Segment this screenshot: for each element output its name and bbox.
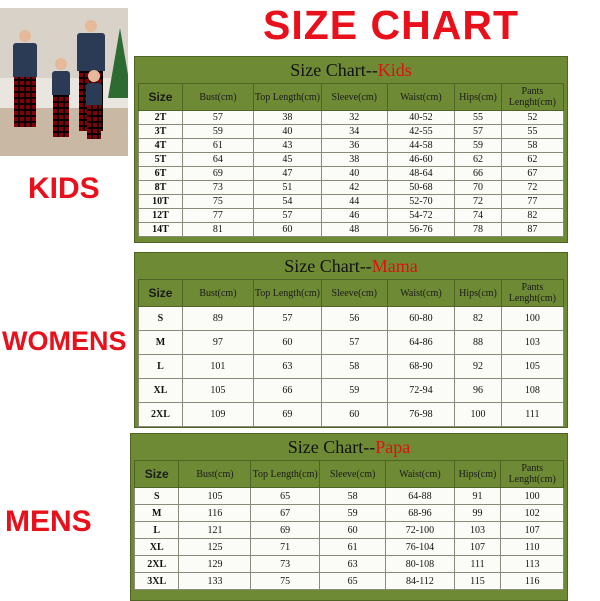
kids-table-title: Size Chart--Kids	[290, 60, 412, 80]
mama-col-header: Bust(cm)	[182, 280, 253, 307]
kids-value-cell: 38	[321, 153, 387, 167]
table-row	[135, 522, 564, 539]
kids-value-cell: 62	[501, 153, 563, 167]
mama-value-cell: 63	[253, 355, 321, 379]
mama-value-cell: 57	[253, 307, 321, 331]
kids-value-cell: 51	[253, 181, 321, 195]
photo-person-child	[50, 58, 72, 137]
papa-value-cell: 111	[454, 556, 501, 573]
kids-value-cell: 59	[455, 139, 502, 153]
kids-value-cell: 45	[253, 153, 321, 167]
table-row	[139, 223, 564, 237]
mama-value-cell: 60	[253, 331, 321, 355]
kids-value-cell: 81	[182, 223, 253, 237]
papa-value-cell: 91	[454, 488, 501, 505]
mama-size-cell: M	[139, 331, 183, 355]
mama-value-cell: 58	[321, 355, 387, 379]
kids-header-row	[139, 84, 564, 111]
papa-size-cell: 2XL	[135, 556, 179, 573]
table-row	[139, 355, 564, 379]
kids-table	[138, 83, 564, 237]
papa-col-header: Size	[135, 461, 179, 488]
kids-col-header: Bust(cm)	[182, 84, 253, 111]
papa-size-cell: 3XL	[135, 573, 179, 590]
kids-value-cell: 58	[501, 139, 563, 153]
table-row	[139, 209, 564, 223]
kids-value-cell: 59	[182, 125, 253, 139]
kids-value-cell: 44	[321, 195, 387, 209]
kids-value-cell: 64	[182, 153, 253, 167]
table-row	[135, 573, 564, 590]
mama-value-cell: 103	[501, 331, 563, 355]
page-title: SIZE CHART	[263, 2, 519, 48]
label-womens: WOMENS	[2, 326, 127, 356]
mama-col-header: Size	[139, 280, 183, 307]
label-kids: KIDS	[28, 172, 100, 205]
papa-col-header: Bust(cm)	[179, 461, 251, 488]
family-photo	[0, 8, 128, 156]
kids-value-cell: 70	[455, 181, 502, 195]
kids-value-cell: 55	[501, 125, 563, 139]
kids-value-cell: 77	[501, 195, 563, 209]
table-row	[139, 139, 564, 153]
papa-col-header: Pants Lenght(cm)	[501, 461, 564, 488]
mama-col-header: Top Length(cm)	[253, 280, 321, 307]
papa-value-cell: 110	[501, 539, 564, 556]
kids-value-cell: 48	[321, 223, 387, 237]
papa-value-cell: 58	[319, 488, 385, 505]
papa-col-header: Top Length(cm)	[251, 461, 319, 488]
kids-value-cell: 57	[253, 209, 321, 223]
table-row	[139, 153, 564, 167]
papa-value-cell: 65	[251, 488, 319, 505]
kids-value-cell: 72	[501, 181, 563, 195]
kids-value-cell: 57	[182, 111, 253, 125]
mama-value-cell: 68-90	[387, 355, 455, 379]
kids-size-cell: 5T	[139, 153, 183, 167]
mama-col-header: Sleeve(cm)	[321, 280, 387, 307]
kids-col-header: Size	[139, 84, 183, 111]
mama-size-cell: L	[139, 355, 183, 379]
table-row	[135, 488, 564, 505]
papa-value-cell: 73	[251, 556, 319, 573]
mama-size-cell: 2XL	[139, 403, 183, 427]
papa-value-cell: 67	[251, 505, 319, 522]
papa-value-cell: 107	[454, 539, 501, 556]
papa-value-cell: 65	[319, 573, 385, 590]
mama-value-cell: 100	[501, 307, 563, 331]
kids-value-cell: 69	[182, 167, 253, 181]
papa-value-cell: 60	[319, 522, 385, 539]
table-row	[139, 307, 564, 331]
papa-size-table	[130, 433, 568, 601]
papa-value-cell: 133	[179, 573, 251, 590]
mama-value-cell: 88	[455, 331, 502, 355]
kids-value-cell: 43	[253, 139, 321, 153]
mama-value-cell: 60	[321, 403, 387, 427]
mama-value-cell: 105	[182, 379, 253, 403]
kids-value-cell: 75	[182, 195, 253, 209]
mama-value-cell: 100	[455, 403, 502, 427]
kids-size-cell: 8T	[139, 181, 183, 195]
kids-value-cell: 46	[321, 209, 387, 223]
kids-value-cell: 66	[455, 167, 502, 181]
papa-value-cell: 75	[251, 573, 319, 590]
papa-value-cell: 64-88	[386, 488, 454, 505]
table-row	[139, 167, 564, 181]
photo-person-child-small	[84, 70, 104, 139]
kids-col-header: Waist(cm)	[387, 84, 455, 111]
mama-value-cell: 92	[455, 355, 502, 379]
kids-size-cell: 10T	[139, 195, 183, 209]
mama-value-cell: 66	[253, 379, 321, 403]
photo-person-mother	[10, 30, 40, 127]
christmas-tree-icon	[108, 28, 128, 98]
kids-value-cell: 42-55	[387, 125, 455, 139]
mama-value-cell: 69	[253, 403, 321, 427]
mama-value-cell: 59	[321, 379, 387, 403]
papa-value-cell: 69	[251, 522, 319, 539]
papa-value-cell: 116	[179, 505, 251, 522]
table-row	[139, 181, 564, 195]
papa-value-cell: 121	[179, 522, 251, 539]
mama-value-cell: 60-80	[387, 307, 455, 331]
kids-value-cell: 54	[253, 195, 321, 209]
kids-value-cell: 82	[501, 209, 563, 223]
kids-value-cell: 54-72	[387, 209, 455, 223]
papa-value-cell: 102	[501, 505, 564, 522]
mama-value-cell: 56	[321, 307, 387, 331]
papa-value-cell: 80-108	[386, 556, 454, 573]
papa-value-cell: 59	[319, 505, 385, 522]
papa-size-cell: XL	[135, 539, 179, 556]
kids-value-cell: 52	[501, 111, 563, 125]
kids-value-cell: 32	[321, 111, 387, 125]
kids-value-cell: 61	[182, 139, 253, 153]
kids-col-header: Pants Lenght(cm)	[501, 84, 563, 111]
table-row	[135, 505, 564, 522]
kids-value-cell: 52-70	[387, 195, 455, 209]
papa-value-cell: 129	[179, 556, 251, 573]
kids-value-cell: 62	[455, 153, 502, 167]
mama-value-cell: 96	[455, 379, 502, 403]
kids-value-cell: 73	[182, 181, 253, 195]
kids-value-cell: 87	[501, 223, 563, 237]
papa-value-cell: 105	[179, 488, 251, 505]
mama-value-cell: 64-86	[387, 331, 455, 355]
mama-size-cell: S	[139, 307, 183, 331]
table-row	[139, 125, 564, 139]
papa-col-header: Hips(cm)	[454, 461, 501, 488]
papa-value-cell: 115	[454, 573, 501, 590]
papa-value-cell: 63	[319, 556, 385, 573]
mama-value-cell: 111	[501, 403, 563, 427]
mama-value-cell: 72-94	[387, 379, 455, 403]
table-row	[139, 379, 564, 403]
kids-value-cell: 74	[455, 209, 502, 223]
mama-size-cell: XL	[139, 379, 183, 403]
table-row	[135, 539, 564, 556]
papa-col-header: Waist(cm)	[386, 461, 454, 488]
papa-value-cell: 116	[501, 573, 564, 590]
papa-table-title: Size Chart--Papa	[287, 437, 411, 457]
kids-value-cell: 47	[253, 167, 321, 181]
kids-value-cell: 50-68	[387, 181, 455, 195]
papa-header-row	[135, 461, 564, 488]
mama-table	[138, 279, 564, 427]
kids-value-cell: 67	[501, 167, 563, 181]
kids-value-cell: 36	[321, 139, 387, 153]
papa-value-cell: 76-104	[386, 539, 454, 556]
mama-value-cell: 57	[321, 331, 387, 355]
papa-value-cell: 125	[179, 539, 251, 556]
papa-value-cell: 71	[251, 539, 319, 556]
papa-value-cell: 103	[454, 522, 501, 539]
kids-size-cell: 12T	[139, 209, 183, 223]
kids-value-cell: 40	[321, 167, 387, 181]
kids-value-cell: 56-76	[387, 223, 455, 237]
papa-value-cell: 113	[501, 556, 564, 573]
papa-value-cell: 68-96	[386, 505, 454, 522]
kids-value-cell: 72	[455, 195, 502, 209]
table-row	[139, 111, 564, 125]
kids-size-cell: 14T	[139, 223, 183, 237]
kids-size-cell: 3T	[139, 125, 183, 139]
mama-col-header: Hips(cm)	[455, 280, 502, 307]
mama-value-cell: 109	[182, 403, 253, 427]
papa-value-cell: 107	[501, 522, 564, 539]
mama-col-header: Pants Lenght(cm)	[501, 280, 563, 307]
kids-col-header: Hips(cm)	[455, 84, 502, 111]
papa-size-cell: S	[135, 488, 179, 505]
mama-value-cell: 108	[501, 379, 563, 403]
mama-value-cell: 105	[501, 355, 563, 379]
papa-value-cell: 100	[501, 488, 564, 505]
mama-value-cell: 89	[182, 307, 253, 331]
table-row	[139, 195, 564, 209]
kids-value-cell: 44-58	[387, 139, 455, 153]
kids-value-cell: 57	[455, 125, 502, 139]
table-row	[135, 556, 564, 573]
kids-value-cell: 42	[321, 181, 387, 195]
table-row	[139, 403, 564, 427]
kids-value-cell: 40	[253, 125, 321, 139]
kids-value-cell: 77	[182, 209, 253, 223]
papa-value-cell: 99	[454, 505, 501, 522]
papa-col-header: Sleeve(cm)	[319, 461, 385, 488]
kids-size-table	[134, 56, 568, 243]
mama-value-cell: 76-98	[387, 403, 455, 427]
kids-value-cell: 46-60	[387, 153, 455, 167]
mama-col-header: Waist(cm)	[387, 280, 455, 307]
kids-value-cell: 40-52	[387, 111, 455, 125]
mama-header-row	[139, 280, 564, 307]
kids-size-cell: 2T	[139, 111, 183, 125]
kids-value-cell: 78	[455, 223, 502, 237]
papa-value-cell: 72-100	[386, 522, 454, 539]
kids-value-cell: 60	[253, 223, 321, 237]
kids-size-cell: 6T	[139, 167, 183, 181]
kids-size-cell: 4T	[139, 139, 183, 153]
kids-col-header: Top Length(cm)	[253, 84, 321, 111]
kids-col-header: Sleeve(cm)	[321, 84, 387, 111]
mama-size-table	[134, 252, 568, 428]
papa-value-cell: 84-112	[386, 573, 454, 590]
kids-value-cell: 38	[253, 111, 321, 125]
papa-table	[134, 460, 564, 590]
mama-value-cell: 97	[182, 331, 253, 355]
papa-size-cell: L	[135, 522, 179, 539]
mama-value-cell: 101	[182, 355, 253, 379]
kids-value-cell: 48-64	[387, 167, 455, 181]
table-row	[139, 331, 564, 355]
label-mens: MENS	[5, 505, 92, 538]
papa-value-cell: 61	[319, 539, 385, 556]
papa-size-cell: M	[135, 505, 179, 522]
mama-value-cell: 82	[455, 307, 502, 331]
kids-value-cell: 55	[455, 111, 502, 125]
kids-value-cell: 34	[321, 125, 387, 139]
mama-table-title: Size Chart--Mama	[284, 256, 418, 276]
